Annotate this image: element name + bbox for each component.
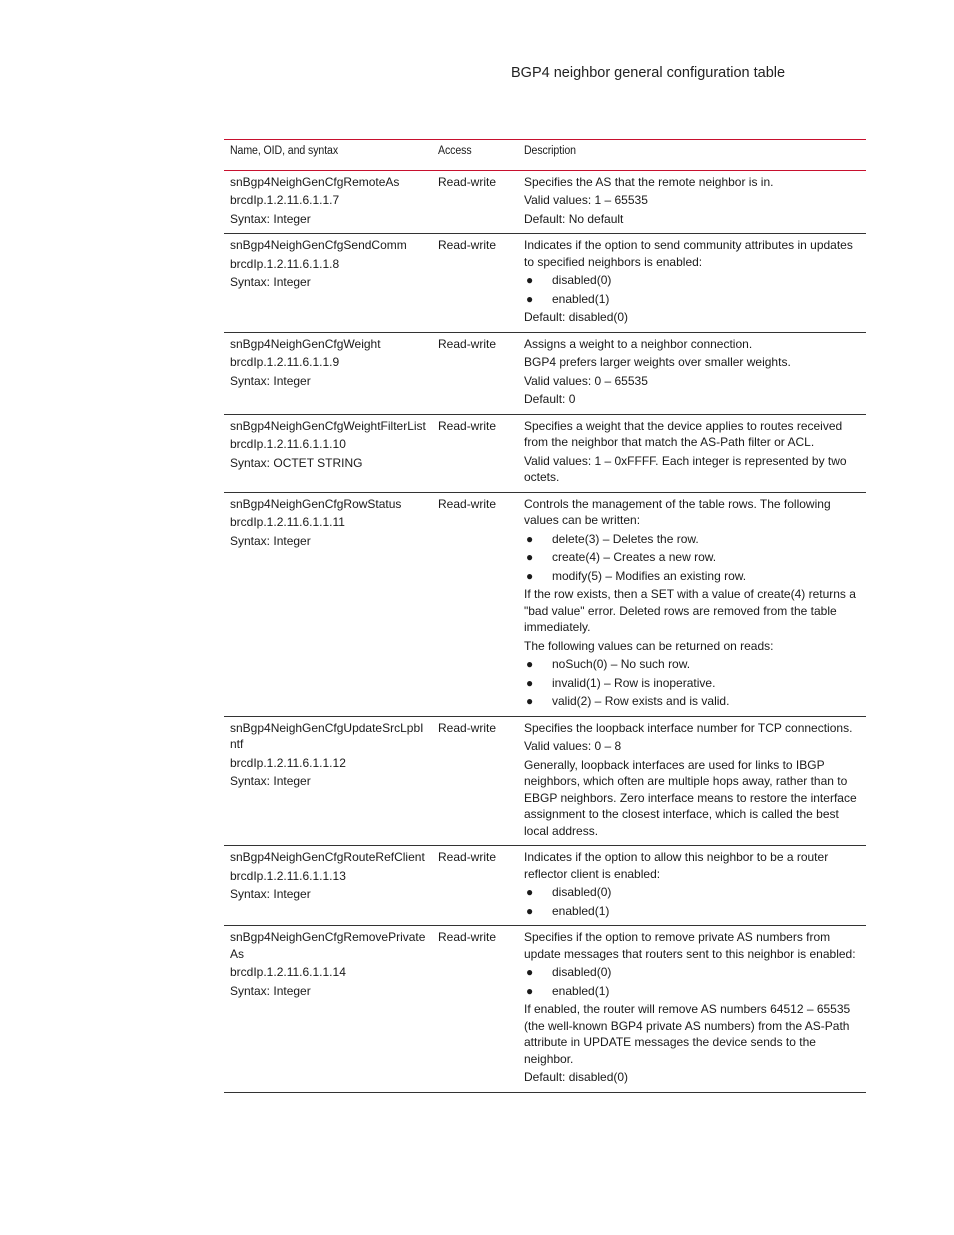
description-cell xyxy=(518,926,866,1093)
bullet-item xyxy=(524,549,860,566)
mib-object-table xyxy=(224,139,866,1093)
object-oid: brcdIp.1.2.11.6.1.1.9 xyxy=(230,355,340,369)
description-paragraph: Indicates if the option to allow this neighbor to be a router reflector client is enabled: xyxy=(524,850,829,881)
table-row xyxy=(224,234,866,333)
description-paragraph: Indicates if the option to send community attributes in updates to specified neighbors is enabled: xyxy=(524,238,853,269)
object-name: snBgp4NeighGenCfgRemovePrivateAs xyxy=(230,930,426,961)
description-paragraph: Assigns a weight to a neighbor connection. xyxy=(524,336,753,351)
access-cell: Read-write xyxy=(432,332,518,414)
description-paragraph: Controls the management of the table rows. The following values can be written: xyxy=(524,496,831,527)
bullet-text: delete(3) – Deletes the row. xyxy=(552,531,699,546)
table-row xyxy=(224,414,866,492)
description-cell xyxy=(518,414,866,492)
object-syntax: Syntax: Integer xyxy=(230,887,311,901)
bullet-item xyxy=(524,983,860,1000)
bullet-item xyxy=(524,531,860,548)
description-paragraph: Valid values: 1 – 0xFFFF. Each integer is represented by two octets. xyxy=(524,453,847,484)
bullet-text: disabled(0) xyxy=(552,965,612,979)
bullet-text: enabled(1) xyxy=(552,983,610,998)
object-syntax: Syntax: Integer xyxy=(230,774,311,788)
object-oid: brcdIp.1.2.11.6.1.1.10 xyxy=(230,437,346,451)
name-oid-syntax-cell xyxy=(224,170,432,234)
table-row xyxy=(224,846,866,926)
name-oid-syntax-cell xyxy=(224,492,432,716)
column-header-access: Access xyxy=(432,140,518,171)
access-cell: Read-write xyxy=(432,170,518,234)
object-syntax: Syntax: Integer xyxy=(230,533,311,548)
bullet-text: noSuch(0) – No such row. xyxy=(552,657,691,671)
bullet-icon: ● xyxy=(526,531,534,546)
object-oid: brcdIp.1.2.11.6.1.1.7 xyxy=(230,193,340,207)
bullet-item xyxy=(524,693,860,710)
object-syntax: Syntax: Integer xyxy=(230,211,311,226)
object-oid: brcdIp.1.2.11.6.1.1.12 xyxy=(230,755,346,770)
bullet-icon: ● xyxy=(526,568,534,583)
name-oid-syntax-cell xyxy=(224,414,432,492)
table-row xyxy=(224,716,866,846)
object-oid: brcdIp.1.2.11.6.1.1.8 xyxy=(230,256,340,271)
description-cell xyxy=(518,332,866,414)
bullet-item xyxy=(524,291,860,308)
description-paragraph: The following values can be returned on reads: xyxy=(524,638,774,653)
column-header-description: Description xyxy=(518,140,866,171)
table-row xyxy=(224,170,866,234)
bullet-icon: ● xyxy=(526,657,534,671)
column-header-name: Name, OID, and syntax xyxy=(224,140,432,171)
access-cell: Read-write xyxy=(432,846,518,926)
bullet-item xyxy=(524,568,860,585)
description-paragraph: Default: 0 xyxy=(524,392,576,406)
bullet-icon: ● xyxy=(526,903,534,918)
table-row xyxy=(224,926,866,1093)
description-paragraph: Valid values: 0 – 65535 xyxy=(524,373,648,388)
bullet-text: enabled(1) xyxy=(552,291,610,306)
object-name: snBgp4NeighGenCfgRemoteAs xyxy=(230,174,400,189)
access-cell: Read-write xyxy=(432,716,518,846)
description-cell xyxy=(518,716,866,846)
access-cell: Read-write xyxy=(432,234,518,333)
bullet-item xyxy=(524,656,860,673)
bullet-icon: ● xyxy=(526,983,534,998)
access-cell: Read-write xyxy=(432,414,518,492)
description-cell xyxy=(518,846,866,926)
name-oid-syntax-cell xyxy=(224,716,432,846)
description-paragraph: Valid values: 0 – 8 xyxy=(524,739,622,753)
object-name: snBgp4NeighGenCfgSendComm xyxy=(230,238,407,252)
access-cell: Read-write xyxy=(432,926,518,1093)
bullet-text: modify(5) – Modifies an existing row. xyxy=(552,568,747,583)
description-paragraph: If the row exists, then a SET with a value of create(4) returns a "bad value" error. Deleted rows are removed from the table immediately. xyxy=(524,587,856,634)
table-row xyxy=(224,332,866,414)
bullet-icon: ● xyxy=(526,965,534,979)
bullet-text: disabled(0) xyxy=(552,885,612,899)
description-cell xyxy=(518,234,866,333)
object-name: snBgp4NeighGenCfgRowStatus xyxy=(230,496,402,511)
bullet-icon: ● xyxy=(526,694,534,708)
bullet-icon: ● xyxy=(526,885,534,899)
bullet-item xyxy=(524,903,860,920)
access-cell: Read-write xyxy=(432,492,518,716)
bullet-text: invalid(1) – Row is inoperative. xyxy=(552,675,716,690)
table-header-row xyxy=(224,140,866,171)
description-paragraph: Default: disabled(0) xyxy=(524,1070,629,1084)
bullet-item xyxy=(524,272,860,289)
object-oid: brcdIp.1.2.11.6.1.1.13 xyxy=(230,868,346,883)
bullet-item xyxy=(524,964,860,981)
description-paragraph: Specifies a weight that the device applies to routes received from the neighbor that match the AS-Path filter or ACL. xyxy=(524,418,843,449)
bullet-text: enabled(1) xyxy=(552,903,610,918)
bullet-icon: ● xyxy=(526,675,534,690)
table-row xyxy=(224,492,866,716)
description-paragraph: BGP4 prefers larger weights over smaller weights. xyxy=(524,355,791,369)
description-paragraph: If enabled, the router will remove AS numbers 64512 – 65535 (the well-known BGP4 private AS numbers) from the AS-Path attribute in UPDATE messages the device sends to the neighbor. xyxy=(524,1002,851,1066)
name-oid-syntax-cell xyxy=(224,846,432,926)
bullet-text: disabled(0) xyxy=(552,273,612,287)
bullet-text: create(4) – Creates a new row. xyxy=(552,550,717,564)
bullet-item xyxy=(524,675,860,692)
object-oid: brcdIp.1.2.11.6.1.1.11 xyxy=(230,515,345,529)
object-name: snBgp4NeighGenCfgWeight xyxy=(230,336,381,351)
running-header-title: BGP4 neighbor general configuration table xyxy=(511,65,786,81)
description-paragraph: Generally, loopback interfaces are used for links to IBGP neighbors, which often are multiple hops away, rather than to EBGP neighbors. Zero interface means to restore the interface assignment to the closest interface, which is called the best local address. xyxy=(524,757,857,838)
object-name: snBgp4NeighGenCfgUpdateSrcLpbIntf xyxy=(230,720,424,751)
bullet-icon: ● xyxy=(526,273,534,287)
object-name: snBgp4NeighGenCfgWeightFilterList xyxy=(230,418,426,433)
bullet-item xyxy=(524,884,860,901)
description-paragraph: Specifies the AS that the remote neighbor is in. xyxy=(524,174,774,189)
bullet-icon: ● xyxy=(526,291,534,306)
object-syntax: Syntax: Integer xyxy=(230,275,311,289)
bullet-text: valid(2) – Row exists and is valid. xyxy=(552,694,730,708)
object-syntax: Syntax: Integer xyxy=(230,983,311,998)
object-syntax: Syntax: OCTET STRING xyxy=(230,455,363,470)
description-paragraph: Specifies the loopback interface number for TCP connections. xyxy=(524,720,853,735)
object-name: snBgp4NeighGenCfgRouteRefClient xyxy=(230,850,425,864)
object-syntax: Syntax: Integer xyxy=(230,373,311,388)
description-paragraph: Default: No default xyxy=(524,211,624,226)
description-cell xyxy=(518,492,866,716)
description-paragraph: Valid values: 1 – 65535 xyxy=(524,193,648,207)
object-oid: brcdIp.1.2.11.6.1.1.14 xyxy=(230,965,346,979)
description-paragraph: Default: disabled(0) xyxy=(524,310,629,324)
name-oid-syntax-cell xyxy=(224,234,432,333)
description-paragraph: Specifies if the option to remove private AS numbers from update messages that routers sent to this neighbor is enabled: xyxy=(524,930,856,961)
bullet-icon: ● xyxy=(526,550,534,564)
name-oid-syntax-cell xyxy=(224,926,432,1093)
description-cell xyxy=(518,170,866,234)
name-oid-syntax-cell xyxy=(224,332,432,414)
